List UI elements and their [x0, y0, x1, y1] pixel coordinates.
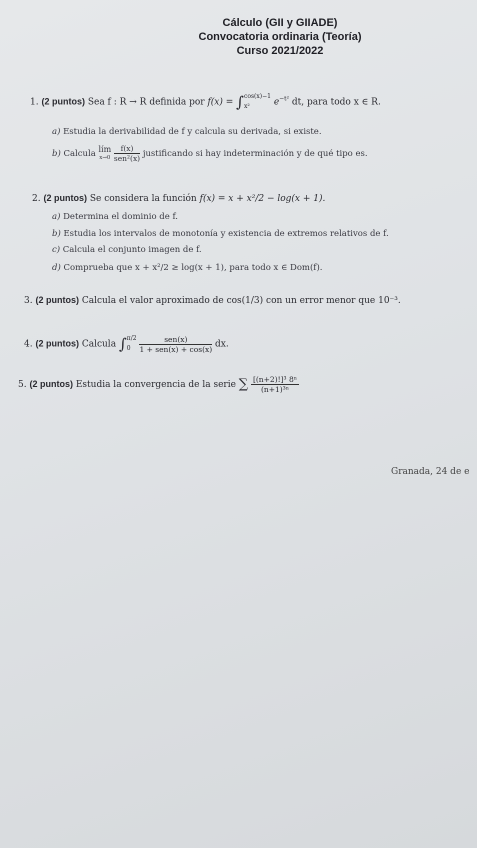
integral-limits: cos(x)−1 x²	[243, 93, 271, 110]
exam-title: Cálculo (GII y GIIADE)	[222, 17, 338, 29]
problem-4-points: (2 puntos)	[35, 338, 79, 349]
problem-2d	[52, 263, 322, 273]
problem-4	[24, 334, 229, 354]
problem-1-number: 1.	[30, 97, 39, 108]
problem-2b	[52, 229, 389, 239]
exam-subtitle: Convocatoria ordinaria (Teoría)	[198, 31, 362, 43]
exam-course: Curso 2021/2022	[236, 45, 324, 57]
problem-1a-label: a)	[52, 127, 61, 137]
problem-3-points: (2 puntos)	[35, 295, 79, 305]
sum-symbol: ∑	[238, 377, 249, 392]
problem-2c-label: c)	[52, 245, 61, 255]
footer-date: Granada, 24 de e	[391, 467, 470, 477]
problem-1-integrand-exp: −t²	[279, 95, 289, 103]
integral-limits: π/2 0	[126, 335, 137, 352]
problem-2a-text: Determina el dominio de f.	[63, 212, 178, 222]
problem-4-dx: dx.	[215, 339, 229, 350]
problem-5-points: (2 puntos)	[29, 379, 73, 389]
limit-fraction: $\frac{f(x)}{\text{sen²(x)}}$	[113, 144, 141, 163]
problem-2-number: 2.	[32, 194, 41, 204]
problem-5	[18, 375, 299, 394]
problem-2-points: (2 puntos)	[43, 193, 87, 203]
problem-1b-label: b)	[52, 149, 61, 159]
problem-2b-label: b)	[52, 229, 61, 239]
problem-3-number: 3.	[24, 296, 33, 306]
problem-1-dt: dt, para todo x ∈ R.	[291, 97, 381, 108]
problem-1	[30, 92, 381, 112]
problem-2c	[52, 245, 202, 255]
integral-symbol: ∫	[236, 93, 244, 111]
problem-2b-text: Estudia los intervalos de monotonía y existencia de extremos relativos de f.	[63, 229, 389, 239]
integral-symbol: ∫	[118, 335, 127, 353]
problem-1-points: (2 puntos)	[41, 96, 85, 107]
problem-2-formula: f(x) = x + x²/2 − log(x + 1).	[199, 194, 326, 204]
problem-2d-label: d)	[52, 263, 61, 273]
problem-5-number: 5.	[18, 380, 27, 390]
problem-1b-text-pre: Calcula	[63, 149, 96, 159]
limit-expression: lím x→0	[98, 144, 112, 161]
problem-2-intro: Se considera la función	[89, 194, 197, 204]
problem-1a	[52, 127, 322, 137]
problem-1b	[52, 144, 368, 163]
problem-2a	[52, 212, 178, 222]
problem-3-text: Calcula el valor aproximado de cos(1/3) con un error menor que 10⁻³.	[81, 296, 401, 306]
problem-2a-label: a)	[52, 212, 61, 222]
problem-3	[24, 295, 401, 306]
problem-1a-text: Estudia la derivabilidad de f y calcula su derivada, si existe.	[63, 127, 322, 137]
problem-4-intro: Calcula	[81, 339, 117, 350]
problem-5-intro: Estudia la convergencia de la serie	[75, 380, 236, 390]
problem-2c-text: Calcula el conjunto imagen de f.	[62, 245, 202, 255]
problem-1b-text-post: justificando si hay indeterminación y de qué tipo es.	[142, 149, 368, 159]
integrand-fraction: $\frac{\text{sen(x)}}{\text{1 + sen(x) + cos(x)}}$	[139, 334, 213, 354]
problem-2d-text: Comprueba que x + x²/2 ≥ log(x + 1), para todo x ∈ Dom(f).	[63, 263, 323, 273]
problem-1-intro: Sea f : R → R definida por	[87, 97, 205, 108]
problem-1-formula-lhs: f(x) =	[207, 97, 234, 108]
problem-2	[32, 193, 325, 204]
problem-1-integrand: e	[273, 97, 280, 108]
problem-4-number: 4.	[24, 339, 33, 350]
series-term-fraction: $\frac{\text{[(n+2)!]³ 8ⁿ}}{\text{(n+1)³ⁿ}}$	[252, 375, 297, 394]
